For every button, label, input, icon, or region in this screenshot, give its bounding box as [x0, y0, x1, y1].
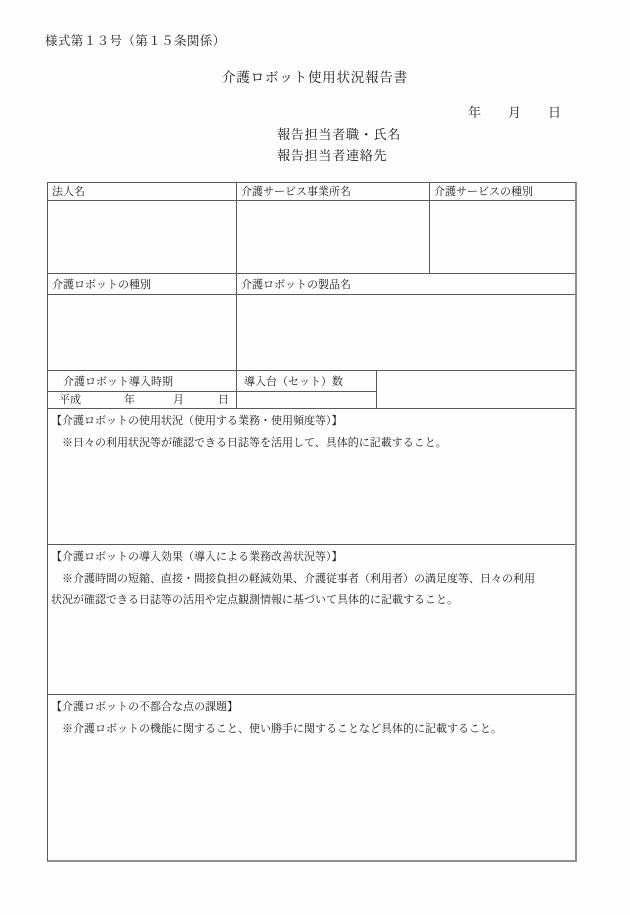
section-usage-status-note: ※日々の利用状況等が確認できる日誌等を活用して、具体的に記載すること。: [51, 436, 447, 449]
corporation-name-label: 法人名: [48, 183, 237, 200]
installation-era-date: [48, 392, 237, 408]
installation-label-row: [48, 371, 376, 392]
service-office-name-field: [237, 201, 430, 273]
installation-merged-field: [376, 371, 575, 408]
table-row-robot-labels: [48, 274, 575, 295]
corporation-name-field: [48, 201, 237, 273]
reporter-contact-label: 報告担当者連絡先: [277, 148, 388, 163]
section-problem-issues-note: ※介護ロボットの機能に関すること、使い勝手に関することなど具体的に記載すること。: [51, 722, 502, 735]
installation-units-label: 導入台（セット）数: [244, 376, 343, 388]
era-year-label: 年: [124, 394, 135, 406]
robot-type-field: [48, 295, 237, 370]
form-number: 様式第１３号（第１５条関係）: [45, 34, 226, 48]
date-year-label: 年: [468, 105, 482, 120]
installation-left-block: [48, 371, 376, 408]
table-row-entity-labels: [48, 183, 575, 201]
robot-product-name-label: 介護ロボットの製品名: [241, 279, 351, 291]
robot-product-name-field: [237, 295, 575, 370]
report-form-table: [47, 182, 577, 862]
section-problem-issues: [48, 695, 575, 860]
service-office-name-label: 介護サービス事業所名: [237, 183, 430, 200]
installation-period-label: 介護ロボット導入時期: [48, 371, 237, 391]
service-type-label: 介護サービスの種別: [434, 186, 533, 198]
section-introduction-effects-note-line1: ※介護時間の短縮、直接・間接負担の軽減効果、介護従事者（利用者）の満足度等、日々の利用: [51, 572, 535, 585]
section-introduction-effects: [48, 545, 575, 695]
page-title: 介護ロボット使用状況報告書: [222, 70, 408, 85]
service-type-field: [430, 201, 575, 273]
report-date-line: [468, 102, 561, 121]
installation-units-field: [237, 392, 376, 408]
section-introduction-effects-heading: 【介護ロボットの導入効果（導入による業務改善状況等）】: [51, 551, 343, 563]
table-row-entity-fields: [48, 201, 575, 274]
section-usage-status-heading: 【介護ロボットの使用状況（使用する業務・使用頻度等）】: [51, 415, 343, 427]
table-rows-installation: [48, 371, 575, 409]
era-month-label: 月: [173, 394, 184, 406]
date-day-label: 日: [547, 105, 561, 120]
section-problem-issues-heading: 【介護ロボットの不都合な点の課題】: [51, 701, 238, 713]
date-month-label: 月: [507, 105, 521, 120]
era-label: 平成: [59, 394, 81, 406]
reporter-title-name-label: 報告担当者職・氏名: [277, 127, 402, 142]
robot-type-label: 介護ロボットの種別: [48, 274, 237, 294]
era-day-label: 日: [218, 394, 229, 406]
table-row-robot-fields: [48, 295, 575, 371]
installation-date-row: [48, 392, 376, 408]
section-usage-status: [48, 409, 575, 545]
section-introduction-effects-note-line2: 状況が確認できる日誌等の活用や定点観測情報に基づいて具体的に記載すること。: [51, 594, 458, 606]
